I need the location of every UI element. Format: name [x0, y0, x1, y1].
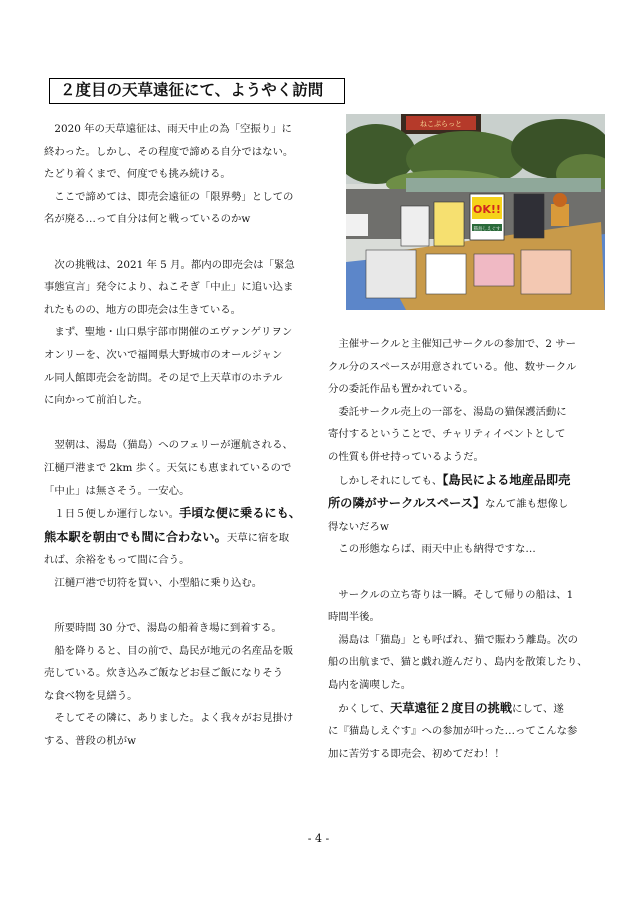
text-line [328, 423, 600, 446]
text-line [44, 412, 316, 435]
text-line [328, 538, 600, 561]
text-line [44, 208, 316, 231]
bold-text: 手頃な便に乗るにも、 [179, 506, 301, 521]
text-line [328, 697, 600, 721]
text-span: 船を降りると、目の前で、島民が地元の名産品を販 [54, 644, 294, 657]
text-line [44, 434, 316, 457]
text-line [328, 401, 600, 424]
text-line [328, 333, 600, 356]
text-line [44, 231, 316, 254]
text-line [44, 572, 316, 595]
text-line [328, 606, 600, 629]
text-span: しかしそれにしても、 [338, 474, 443, 487]
text-line [328, 469, 600, 493]
text-span: なんて誰も想像し [485, 498, 569, 511]
text-line [44, 186, 316, 209]
text-line [44, 457, 316, 480]
text-line [44, 276, 316, 299]
right-column [328, 333, 600, 765]
text-span: オンリーを、次いで福岡県大野城市のオールジャン [44, 348, 283, 361]
text-span: 終わった。しかし、その程度で諦める自分ではない。 [44, 145, 294, 158]
text-span: ル同人館即売会を訪問。その足で上天草市のホテル [44, 371, 283, 384]
text-line [328, 561, 600, 584]
text-span: サークルの立ち寄りは一瞬。そして帰りの船は、1 [338, 588, 574, 601]
text-span: かくして、 [338, 702, 391, 715]
text-span: 寄付するということで、チャリティイベントとして [328, 428, 566, 441]
bold-text: 天草遠征２度目の挑戦 [390, 700, 513, 715]
text-span: 名が廃る…って自分は何と戦っているのかw [44, 213, 251, 226]
text-line [44, 389, 316, 412]
text-span: に向かって前泊した。 [44, 394, 148, 407]
text-span: の性質も併せ持っているようだ。 [328, 450, 484, 463]
text-span: 次の挑戦は、2021 年 5 月。都内の即売会は「緊急 [54, 258, 295, 271]
text-line [328, 629, 600, 652]
text-line [328, 516, 600, 539]
page-number: - 4 - [307, 832, 330, 845]
text-span: れたものの、地方の即売会は生きている。 [44, 303, 242, 316]
text-span: に『猫島しえぐす』への参加が叶った…ってこんな参 [328, 725, 578, 738]
text-span: 船の出航まで、猫と戯れ遊んだり、島内を散策したり、 [328, 656, 588, 669]
text-span: そしてその隣に、ありました。よく我々がお見掛け [54, 712, 294, 725]
text-line [328, 720, 600, 743]
bold-text: 所の隣がサークルスペース】 [328, 496, 486, 511]
left-column [44, 118, 316, 753]
text-line [44, 526, 316, 550]
text-line [328, 446, 600, 469]
text-span: クル分のスペースが用意されている。他、数サークル [328, 360, 577, 373]
banner-text: ねこぷらっと [420, 120, 462, 128]
text-line [44, 299, 316, 322]
text-span: 事態宣言」発令により、ねこそぎ「中止」に追い込ま [44, 281, 294, 294]
sign-ok-text: OK!! [473, 203, 501, 216]
text-span: 時間半後。 [328, 611, 380, 624]
text-span: ここで諦めては、即売会遠征の「限界勢」としての [54, 190, 294, 203]
text-line [328, 674, 600, 697]
text-span: 「中止」は無さそう。一安心。 [44, 484, 190, 497]
text-line [44, 367, 316, 390]
text-line [44, 640, 316, 663]
text-span: 加に苦労する即売会、初めてだわ！！ [328, 747, 505, 760]
text-span: 翌朝は、湯島（猫島）へのフェリーが運航される、 [54, 439, 293, 452]
text-span: 売している。炊き込みご飯などお昼ご飯になりそう [44, 667, 283, 680]
text-line [44, 118, 316, 141]
bold-text: 【島民による地産品即売 [442, 472, 571, 487]
text-span: する、普段の机がw [44, 735, 137, 748]
text-line [328, 743, 600, 766]
text-span: 湯島は「猫島」とも呼ばれ、猫で賑わう離島。次の [338, 633, 578, 646]
text-line [44, 594, 316, 617]
text-line [44, 254, 316, 277]
text-span: 島内を満喫した。 [328, 678, 412, 691]
text-line [44, 344, 316, 367]
text-line [44, 163, 316, 186]
article-heading: ２度目の天草遠征にて、ようやく訪問 [49, 78, 345, 104]
text-line [328, 356, 600, 379]
text-line [328, 378, 600, 401]
text-line [44, 502, 316, 526]
text-span: 江樋戸港で切符を買い、小型船に乗り込む。 [54, 576, 263, 589]
text-span: れば、余裕をもって間に合う。 [44, 554, 190, 567]
text-span: １日５便しか運行しない。 [54, 508, 180, 521]
text-span: 得ないだろw [328, 520, 389, 533]
bold-text: 熊本駅を朝由でも間に合わない。 [44, 529, 227, 544]
text-span: にして、遂 [512, 702, 564, 715]
text-line [44, 480, 316, 503]
text-line [328, 492, 600, 516]
text-span: たどり着くまで、何度でも挑み続ける。 [44, 168, 231, 181]
text-line [44, 321, 316, 344]
sign-bottom-text: 猫島しえぐす [473, 227, 501, 232]
text-span: 委託サークル売上の一部を、湯島の猫保護活動に [338, 405, 567, 418]
event-photo [346, 114, 605, 310]
text-span: 2020 年の天草遠征は、雨天中止の為「空振り」に [54, 123, 292, 135]
text-span: 主催サークルと主催知己サークルの参加で、2 サー [338, 338, 577, 350]
text-span: 分の委託作品も置かれている。 [328, 383, 474, 396]
text-line [44, 685, 316, 708]
text-span: 所要時間 30 分で、湯島の船着き場に到着する。 [54, 622, 282, 635]
text-span: 江樋戸港まで 2km 歩く。天気にも恵まれているので [44, 461, 292, 474]
text-line [44, 730, 316, 753]
text-line [328, 584, 600, 607]
text-line [44, 662, 316, 685]
text-span: な食べ物を見繕う。 [44, 689, 138, 702]
text-span: まず、聖地・山口県宇部市開催のエヴァンゲリヲン [54, 326, 293, 339]
text-line [44, 549, 316, 572]
text-line [44, 141, 316, 164]
text-line [328, 651, 600, 674]
event-photo-illustration [346, 114, 605, 310]
text-span: この形態ならば、雨天中止も納得ですな… [338, 543, 536, 556]
text-line [44, 617, 316, 640]
text-span: 天草に宿を取 [226, 531, 290, 544]
text-line [44, 707, 316, 730]
